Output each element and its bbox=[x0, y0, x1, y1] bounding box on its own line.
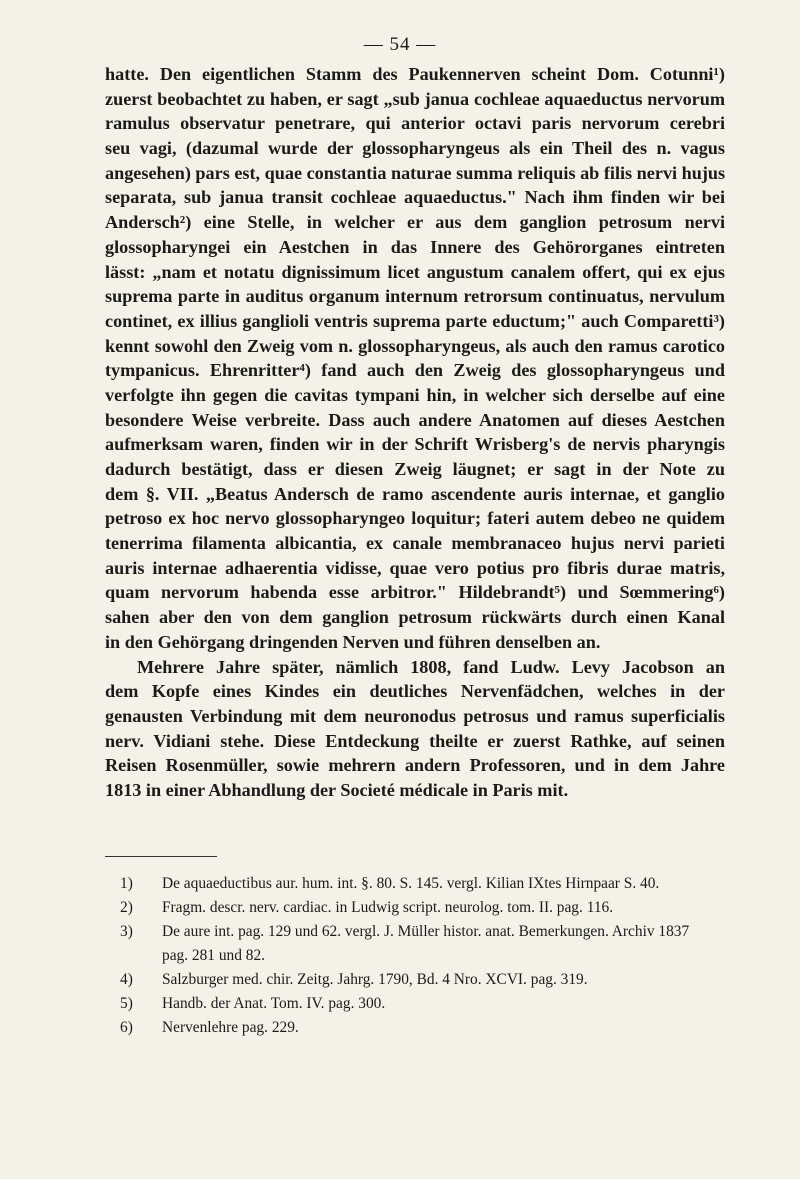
footnote-text: De aquaeductibus aur. hum. int. §. 80. S. 145. vergl. Kilian IXtes Hirnpaar S. 40. bbox=[162, 875, 660, 892]
footnote-number: 6) bbox=[120, 1019, 133, 1036]
paragraph-start-line: Mehrere Jahre später, nämlich 1808, fand Ludw. Levy Jacobson an bbox=[137, 656, 725, 677]
footnote-4 bbox=[120, 968, 740, 992]
footnotes bbox=[120, 872, 740, 1040]
text-line: separata, sub janua transit cochleae aquaeductus." Nach ihm finden wir bei bbox=[105, 187, 725, 208]
text-line: petroso ex hoc nervo glossopharyngeo loquitur; fateri autem debeo ne quidem bbox=[105, 508, 725, 529]
paragraph-end-line: 1813 in einer Abhandlung der Societé médicale in Paris mit. bbox=[105, 779, 569, 800]
text-line: Reisen Rosenmüller, sowie mehrern andern Professoren, und in dem Jahre bbox=[105, 755, 725, 776]
text-line: quam nervorum habenda esse arbitror." Hildebrandt⁵) und Sœmmering⁶) bbox=[105, 582, 725, 603]
text-line: continet, ex illius ganglioli ventris suprema parte eductum;" auch Comparetti³) bbox=[105, 310, 725, 331]
text-line: angesehen) pars est, quae constantia naturae summa reliquis ab filis nervi hujus bbox=[105, 162, 726, 183]
text-line: besondere Weise verbreite. Dass auch andere Anatomen auf dieses Aestchen bbox=[105, 409, 725, 430]
text-line: seu vagi, (dazumal wurde der glossopharyngeus als ein Theil des n. vagus bbox=[105, 138, 725, 159]
text-line: verfolgte ihn gegen die cavitas tympani hin, in welcher sich derselbe auf eine bbox=[105, 384, 725, 405]
text-line: auris internae adhaerentia vidisse, quae vero potius pro fibris durae matris, bbox=[105, 557, 725, 578]
text-line: zuerst beobachtet zu haben, er sagt „sub janua cochleae aquaeductus nervorum bbox=[105, 88, 725, 109]
text-line: Andersch²) eine Stelle, in welcher er aus dem ganglion petrosum nervi bbox=[105, 212, 725, 233]
text-line: ramulus observatur penetrare, qui anterior octavi paris nervorum cerebri bbox=[105, 113, 725, 134]
text-line: suprema parte in auditus organum internum retrorsum continuatus, nervulum bbox=[105, 286, 725, 307]
text-line: aufmerksam waren, finden wir in der Schrift Wrisberg's de nervis pharyngis bbox=[105, 434, 725, 455]
footnote-number: 2) bbox=[120, 899, 133, 916]
text-line: dadurch bestätigt, dass er diesen Zweig läugnet; er sagt in der Note zu bbox=[105, 459, 725, 479]
text-line: tympanicus. Ehrenritter⁴) fand auch den Zweig des glossopharyngeus und bbox=[105, 360, 725, 381]
footnote-number: 3) bbox=[120, 923, 133, 940]
text-line: dem Kopfe eines Kindes ein deutliches Nervenfädchen, welches in der bbox=[105, 681, 725, 702]
footnote-3-continuation: pag. 281 und 82. bbox=[162, 947, 266, 964]
text-line: tenerrima filamenta albicantia, ex canale membranaceo hujus nervi parieti bbox=[105, 533, 725, 554]
footnote-text: Fragm. descr. nerv. cardiac. in Ludwig script. neurolog. tom. II. pag. 116. bbox=[162, 899, 614, 916]
footnote-3 bbox=[120, 920, 740, 944]
paragraph-end-line: in den Gehörgang dringenden Nerven und führen denselben an. bbox=[105, 631, 601, 652]
footnote-number: 5) bbox=[120, 995, 133, 1012]
text-line: kennt sowohl den Zweig vom n. glossopharyngeus, als auch den ramus carotico bbox=[105, 335, 725, 356]
footnote-number: 1) bbox=[120, 875, 133, 892]
page-number: — 54 — bbox=[363, 34, 437, 55]
footnote-text: Salzburger med. chir. Zeitg. Jahrg. 1790, Bd. 4 Nro. XCVI. pag. 319. bbox=[162, 971, 588, 988]
footnote-6 bbox=[120, 1016, 740, 1040]
footnote-separator bbox=[105, 856, 217, 857]
text-line: lässt: „nam et notatu dignissimum licet angustum canalem offert, qui ex ejus bbox=[105, 261, 725, 282]
footnote-text: De aure int. pag. 129 und 62. vergl. J. Müller histor. anat. Bemerkungen. Archiv 1837 bbox=[162, 923, 690, 940]
body-text bbox=[105, 62, 725, 803]
footnote-1 bbox=[120, 872, 740, 896]
footnote-text: Nervenlehre pag. 229. bbox=[162, 1019, 299, 1036]
text-line: genausten Verbindung mit dem neuronodus petrosus und ramus superficialis bbox=[105, 705, 725, 726]
text-line: dem §. VII. „Beatus Andersch de ramo ascendente auris internae, et ganglio bbox=[105, 483, 725, 504]
text-line: nerv. Vidiani stehe. Diese Entdeckung theilte er zuerst Rathke, auf seinen bbox=[105, 730, 725, 751]
footnote-text: Handb. der Anat. Tom. IV. pag. 300. bbox=[162, 995, 386, 1012]
text-line: glossopharyngei ein Aestchen in das Innere des Gehörorganes eintreten bbox=[105, 236, 725, 257]
footnote-number: 4) bbox=[120, 971, 133, 988]
footnote-5 bbox=[120, 992, 740, 1016]
footnote-2 bbox=[120, 896, 740, 920]
text-line: hatte. Den eigentlichen Stamm des Paukennerven scheint Dom. Cotunni¹) bbox=[105, 64, 725, 84]
text-line: sahen aber den von dem ganglion petrosum rückwärts durch einen Kanal bbox=[105, 607, 725, 628]
